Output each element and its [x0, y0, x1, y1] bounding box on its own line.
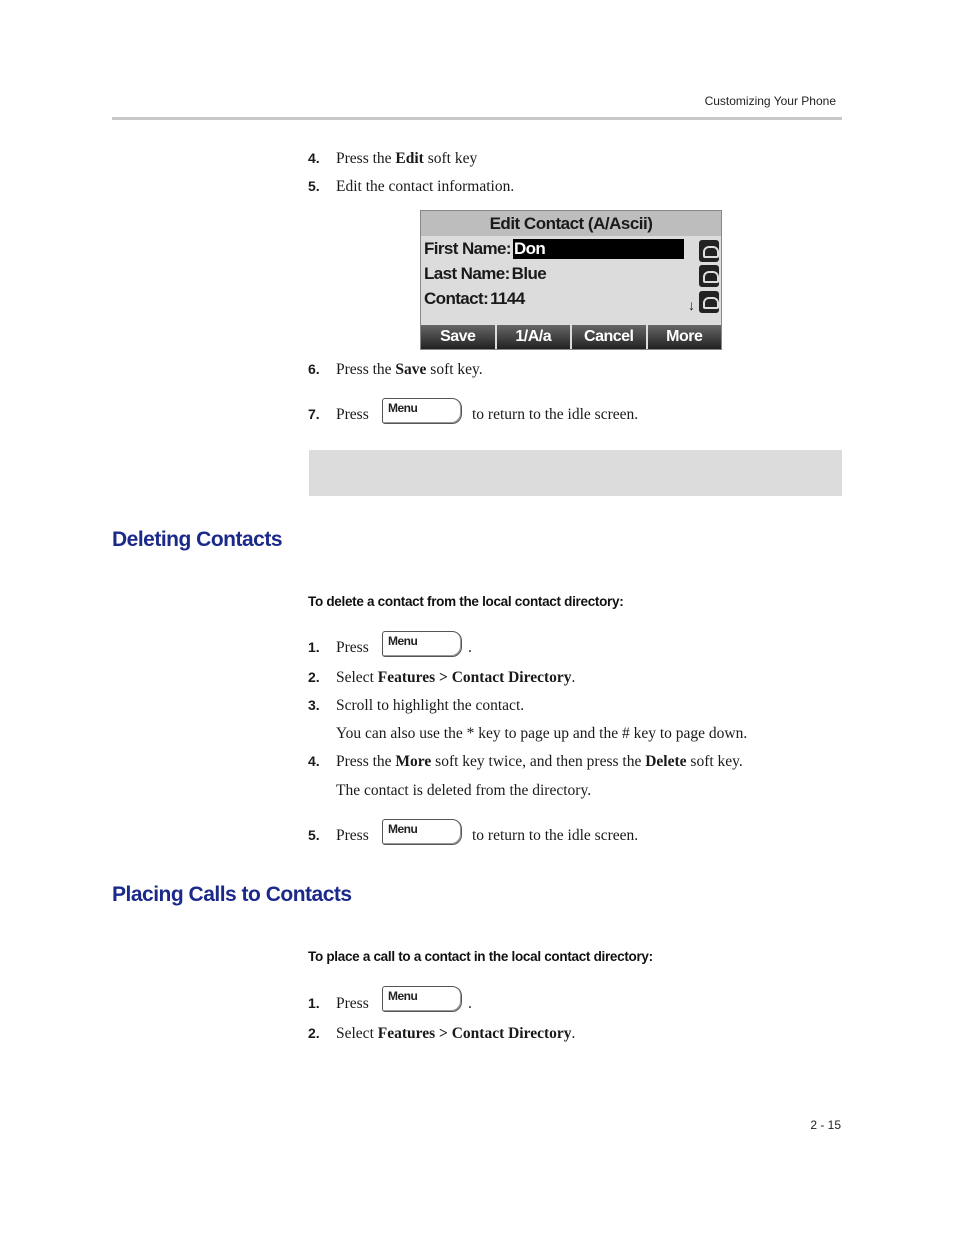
line-key-icon	[699, 291, 719, 313]
softkey-bar	[421, 325, 721, 349]
last-name-field: Blue	[511, 264, 547, 283]
edit-contact-screen	[420, 210, 722, 350]
step-text: Press the Edit soft key	[336, 150, 478, 167]
running-header: Customizing Your Phone	[704, 94, 836, 108]
softkey-mode: 1/A/a	[497, 325, 571, 349]
step-text: Select Features > Contact Directory.	[336, 1025, 576, 1042]
step-text: .	[468, 995, 472, 1012]
step-number: 7.	[308, 406, 320, 422]
menu-key-icon: Menu	[382, 819, 462, 845]
step-number: 2.	[308, 1025, 320, 1041]
contact-field: 1144	[490, 289, 525, 308]
first-name-label: First Name:	[424, 239, 511, 258]
contact-row	[424, 289, 525, 309]
step-note: The contact is deleted from the directory.	[336, 782, 592, 799]
step-text: to return to the idle screen.	[472, 827, 639, 844]
menu-key-icon: Menu	[382, 631, 462, 657]
note-box	[309, 450, 842, 496]
menu-key-icon: Menu	[382, 398, 462, 424]
softkey-save: Save	[421, 325, 495, 349]
softkey-more: More	[648, 325, 722, 349]
step-text: Press	[336, 827, 369, 844]
step-number: 1.	[308, 995, 320, 1011]
step-text: Press	[336, 995, 369, 1012]
step-text: Press the Save soft key.	[336, 361, 483, 378]
step-number: 2.	[308, 669, 320, 685]
step-text: Press	[336, 639, 369, 656]
line-key-icon	[699, 240, 719, 262]
first-name-row	[424, 239, 684, 259]
step-number: 1.	[308, 639, 320, 655]
scroll-down-arrow-icon: ↓	[688, 297, 695, 313]
header-divider	[112, 117, 842, 120]
section-heading: Placing Calls to Contacts	[112, 883, 352, 906]
step-text: Edit the contact information.	[336, 178, 515, 195]
step-text: Select Features > Contact Directory.	[336, 669, 576, 686]
softkey-cancel: Cancel	[572, 325, 646, 349]
first-name-field: Don	[513, 239, 684, 259]
step-text: .	[468, 639, 472, 656]
step-text: Press the More soft key twice, and then press the Delete soft key.	[336, 753, 743, 770]
step-text: Press	[336, 406, 369, 423]
step-number: 6.	[308, 361, 320, 377]
step-text: Scroll to highlight the contact.	[336, 697, 525, 714]
line-key-icon	[699, 265, 719, 287]
last-name-label: Last Name:	[424, 264, 510, 283]
procedure-heading: To place a call to a contact in the local contact directory:	[308, 949, 653, 964]
step-number: 3.	[308, 697, 320, 713]
step-number: 5.	[308, 827, 320, 843]
step-number: 4.	[308, 150, 320, 166]
step-note: You can also use the * key to page up and the # key to page down.	[336, 725, 748, 742]
menu-key-icon: Menu	[382, 986, 462, 1012]
step-number: 4.	[308, 753, 320, 769]
page-number: 2 - 15	[810, 1118, 841, 1132]
step-text: to return to the idle screen.	[472, 406, 639, 423]
last-name-row	[424, 264, 546, 284]
contact-label: Contact:	[424, 289, 489, 308]
step-number: 5.	[308, 178, 320, 194]
procedure-heading: To delete a contact from the local contact directory:	[308, 594, 624, 609]
phone-screen-title: Edit Contact (A/Ascii)	[421, 211, 721, 236]
section-heading: Deleting Contacts	[112, 528, 283, 551]
